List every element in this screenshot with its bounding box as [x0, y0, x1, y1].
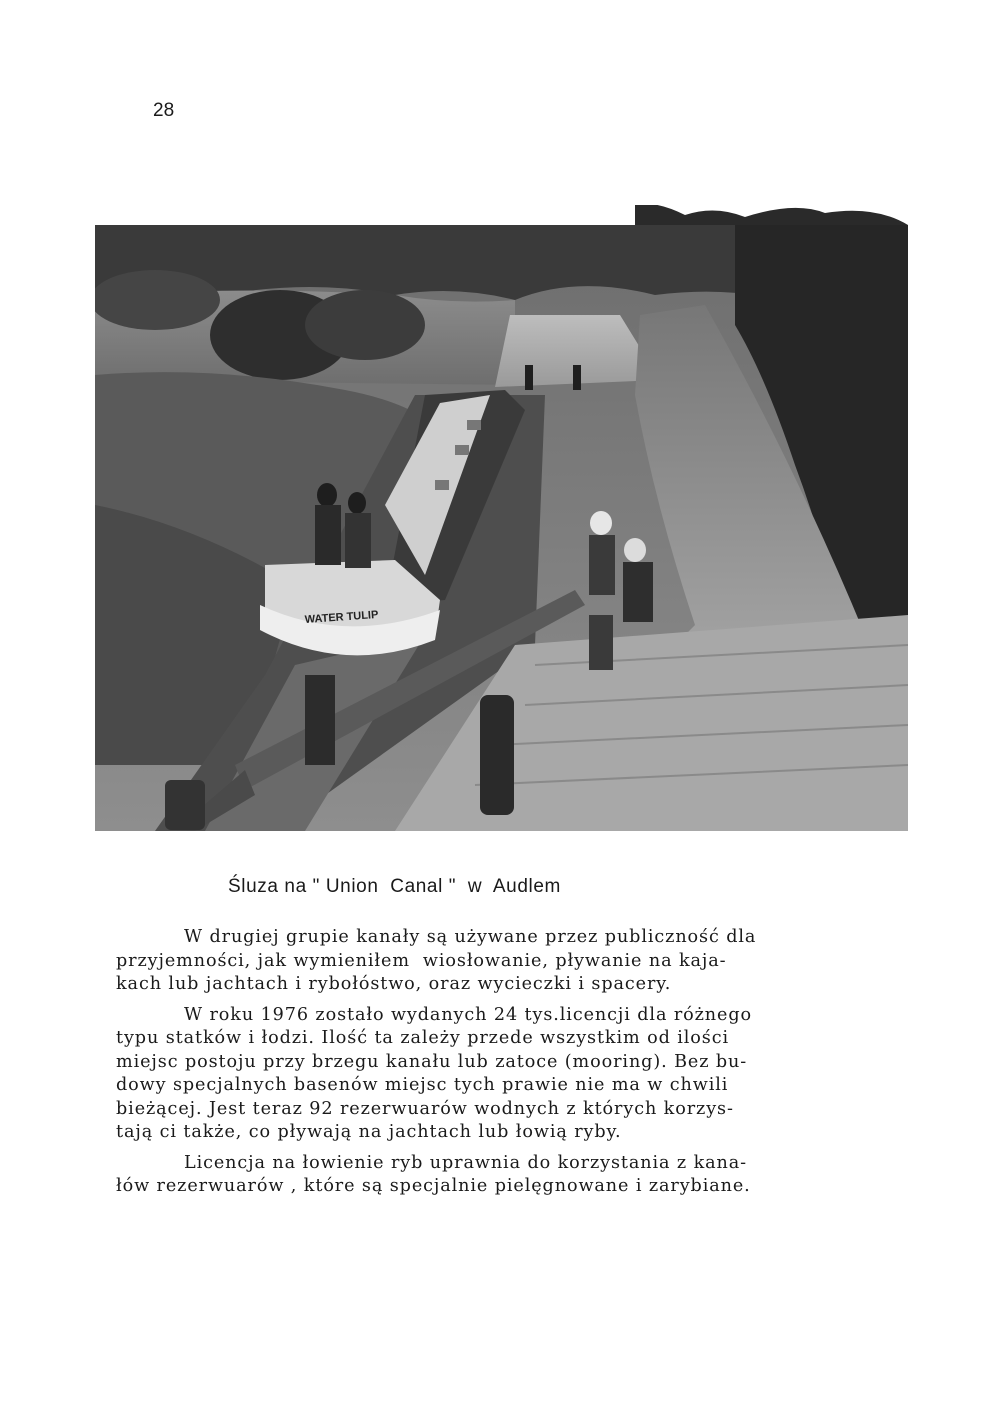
text-line: łów rezerwuarów , które są specjalnie pielęgnowane i zarybiane.	[116, 1176, 751, 1196]
text-line: typu statków i łodzi. Ilość ta zależy przede wszystkim od ilości	[116, 1028, 729, 1048]
canal-lock-photo-drawing	[95, 205, 908, 831]
paragraph-2	[116, 1004, 876, 1145]
boat-name-label: WATER TULIP	[304, 608, 379, 626]
photo-caption: Śluza na " Union Canal " w Audlem	[228, 876, 561, 897]
text-line: tają ci także, co pływają na jachtach lub łowią ryby.	[116, 1122, 622, 1142]
canal-lock-photo	[95, 205, 908, 831]
body-text	[116, 926, 876, 1206]
paragraph-1	[116, 926, 876, 997]
text-line: miejsc postoju przy brzegu kanału lub zatoce (mooring). Bez bu-	[116, 1051, 748, 1072]
paragraph-3	[116, 1152, 876, 1199]
text-line: W roku 1976 zostało wydanych 24 tys.licencji dla różnego	[184, 1004, 752, 1025]
text-line: przyjemności, jak wymieniłem wiosłowanie, pływanie na kaja-	[116, 950, 727, 971]
text-line: kach lub jachtach i rybołóstwo, oraz wycieczki i spacery.	[116, 974, 672, 994]
text-line: Licencja na łowienie ryb uprawnia do korzystania z kana-	[184, 1152, 747, 1173]
text-line: W drugiej grupie kanały są używane przez publiczność dla	[184, 927, 757, 947]
text-line: bieżącej. Jest teraz 92 rezerwuarów wodnych z których korzys-	[116, 1098, 734, 1119]
text-line: dowy specjalnych basenów miejsc tych prawie nie ma w chwili	[116, 1075, 729, 1095]
page-number: 28	[153, 100, 175, 121]
